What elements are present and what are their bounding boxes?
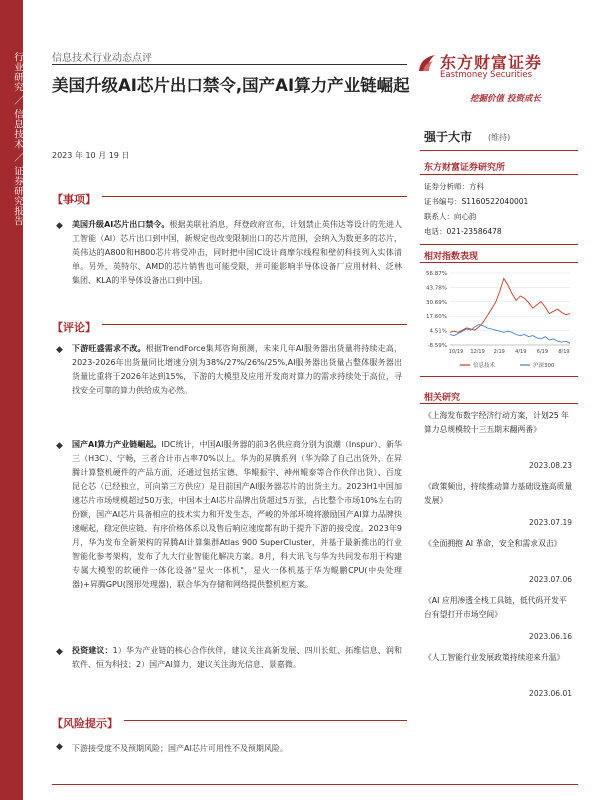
related-item-title[interactable]: 《全面拥抱 AI 革命，安全和需求双击》: [424, 539, 562, 548]
section-comment-rule: [52, 324, 407, 325]
comment-demand-text: 根据TrendForce集邦咨询预测，未来几年AI服务器出货量将持续走高，2023-2026年出货量同比增速分别为38%/27%/26%/25%,AI服务器出货量占整体服务器出货量比重将于2026年达到15%，下游的大模型及应用开发商对算力的需求持续处于高位，寻找安全可靠的算力供给成为必然。: [72, 344, 402, 395]
related-item-title[interactable]: 《人工智能行业发展政策持续迎来升温》: [424, 653, 565, 662]
contact-name: 联系人：向心韵: [424, 212, 477, 221]
relative-index-chart: [420, 265, 578, 375]
bullet-diamond-icon: ◆: [56, 441, 63, 451]
related-item-date: 2023.08.23: [529, 461, 572, 470]
footer-rule: [52, 784, 578, 785]
chart-x-tick-label: 2/19: [493, 349, 505, 355]
chart-x-tick-label: 12/19: [470, 349, 485, 355]
chart-divider-top: [420, 244, 578, 245]
related-item-title[interactable]: 《AI 应用渗透全栈工具链，低代码开发平台有望打开市场空间》: [424, 596, 567, 619]
logo-name-cn: 东方财富证券: [440, 53, 543, 72]
chart-y-tick-label: 56.87%: [426, 271, 447, 277]
bullet-diamond-icon: ◆: [56, 647, 63, 657]
logo-mark-icon: [416, 52, 438, 74]
logo-slogan: 挖掘价值 投资成长: [470, 94, 541, 104]
comment-paragraph-domestic: [72, 438, 402, 592]
chart-divider-bottom: [420, 376, 578, 377]
bullet-diamond-icon: ◆: [56, 221, 63, 231]
sidebar-tab: [0, 0, 23, 800]
chart-x-tick-label: 10/19: [448, 349, 464, 355]
chart-x-tick-label: 6/19: [536, 349, 549, 355]
bullet-diamond-icon: ◆: [56, 742, 63, 752]
institute-divider: [420, 174, 578, 175]
chart-x-tick-label: 8/19: [558, 349, 570, 355]
bullet-diamond-icon: ◆: [56, 345, 63, 355]
section-event-rule: [52, 196, 407, 197]
comment-domestic-lead: 国产AI算力产业链崛起。: [72, 440, 162, 449]
related-item-date: 2023.06.01: [529, 689, 572, 698]
chart-x-tick-label: 4/19: [515, 349, 527, 355]
section-comment-heading: [52, 316, 407, 332]
comment-paragraph-advice: [72, 644, 402, 672]
event-lead: 美国升级AI芯片出口禁令。: [72, 220, 170, 229]
section-event-heading: [52, 188, 407, 204]
related-item-title[interactable]: 《上海发布数字经济行动方案，计划25 年算力总规模较十三五期末翻两番》: [424, 411, 569, 434]
phone-number: 电话：021-23586478: [424, 227, 502, 236]
header-divider: [52, 64, 407, 65]
page-title: 美国升级AI芯片出口禁令,国产AI算力产业链崛起: [52, 76, 410, 95]
report-date: 2023 年 10 月 19 日: [52, 151, 130, 160]
comment-advice-lead: 投资建议：: [72, 646, 113, 655]
event-text: 根据美联社消息，拜登政府宣布，计划禁止英伟达等设计的先进人工智能（AI）芯片出口到中国，新规定也改变限制出口的芯片范围，会纳入为数更多的芯片，英伟达的A800和H800芯片将受冲击，同时把中国IC设计商摩尔线程和壁仞科技列入实体清单。另外，英特尔、AMD的芯片销售也可能受限，并可能影响半导体设备厂应用材料、泛林集团、KLA的半导体设备出口到中国。: [72, 220, 402, 285]
event-paragraph: [72, 218, 402, 288]
chart-series-line: [450, 325, 570, 344]
chart-y-tick-label: 17.60%: [426, 314, 447, 321]
related-item-date: 2023.07.19: [529, 518, 572, 527]
analyst-name: 证券分析师：方科: [424, 182, 484, 191]
section-comment-label: 【评论】: [52, 319, 102, 335]
risk-text: 下游接受度不及预期风险；国产AI芯片可用性不及预期风险。: [72, 744, 288, 753]
section-event-label: 【事项】: [52, 191, 102, 207]
comment-domestic-text: IDC统计，中国AI服务器的前3名供应商分别为浪潮（Inspur）、新华三（H3C）、宁畅，三者合计市占率70%以上。华为的昇腾系列（华为除了自己出货外，在昇腾计算整机硬件的产品方面，还通过包括宝德、华鲲振宇、神州鲲泰等合作伙伴出货）、百度昆仑芯（已经独立，可向第三方供应）是目前国产AI服务器芯片的出货主力。2023H1中国加速芯片市场规模超过50万张，中国本土AI芯片品牌出货超过5万张，占比整个市场10%左右的份额，国产AI芯片具备相应的技术实力和开发生态，严峻的外部环境将激励国产AI算力品牌快速崛起，稳定供应链、有序价格体系以及售后响应速度都有助于提升下游的接受度。2023年9月，华为发布全新架构的昇腾AI计算集群Atlas 900 SuperCluster，并基于最新推出的行业智能化参考架构，发布了九大行业智能化解决方案。8月，科大讯飞与华为共同发布用于构建专属大模型的软硬件一体化设备"星火一体机"，星火一体机基于华为鲲鹏CPU(中央处理器)+昇腾GPU(图形处理器)，联合华为存储和网络提供整机柜方案。: [72, 440, 402, 589]
chart-legend-label: 信息技术: [473, 363, 496, 369]
section-risk-heading: [52, 712, 407, 728]
comment-advice-text: 1）华为产业链的核心合作伙伴，建议关注高新发展、四川长虹、拓维信息、润和软件、恒为科技；2）国产AI算力，建议关注海光信息、景嘉微。: [72, 646, 403, 669]
chart-y-tick-label: 4.51%: [429, 328, 447, 335]
related-heading: 相关研究: [424, 393, 461, 403]
related-divider: [420, 403, 578, 404]
cert-number: 证书编号：S1160522040001: [424, 197, 529, 206]
comment-paragraph-demand: [72, 342, 402, 398]
related-item-title[interactable]: 《政策频出，持续推动算力基础设施高质量发展》: [424, 482, 573, 505]
rating-sub: (维持): [488, 133, 511, 142]
chart-divider: [420, 262, 578, 263]
sidebar-text: 行业研究 ／ 信息技术 ／ 证券研究报告: [12, 52, 23, 227]
institute-name: 东方财富证券研究所: [424, 163, 506, 173]
rating-label: 强于大市: [424, 130, 473, 144]
chart-y-tick-label: 30.69%: [426, 299, 447, 306]
section-risk-label: 【风险提示】: [52, 715, 124, 731]
report-category: 信息技术行业动态点评: [52, 53, 152, 64]
chart-series-line: [450, 278, 570, 332]
chart-y-tick-label: -8.59%: [427, 343, 447, 349]
chart-y-tick-label: 43.78%: [426, 285, 447, 292]
related-item-date: 2023.07.06: [529, 575, 572, 584]
comment-demand-lead: 下游旺盛需求不改。: [72, 344, 146, 353]
rating-divider: [420, 150, 578, 151]
related-item-date: 2023.06.16: [529, 632, 572, 641]
chart-heading: 相对指数表现: [424, 252, 479, 262]
chart-legend-label: 沪深300: [533, 363, 555, 369]
logo-name-en: Eastmoney Securities: [440, 70, 533, 80]
